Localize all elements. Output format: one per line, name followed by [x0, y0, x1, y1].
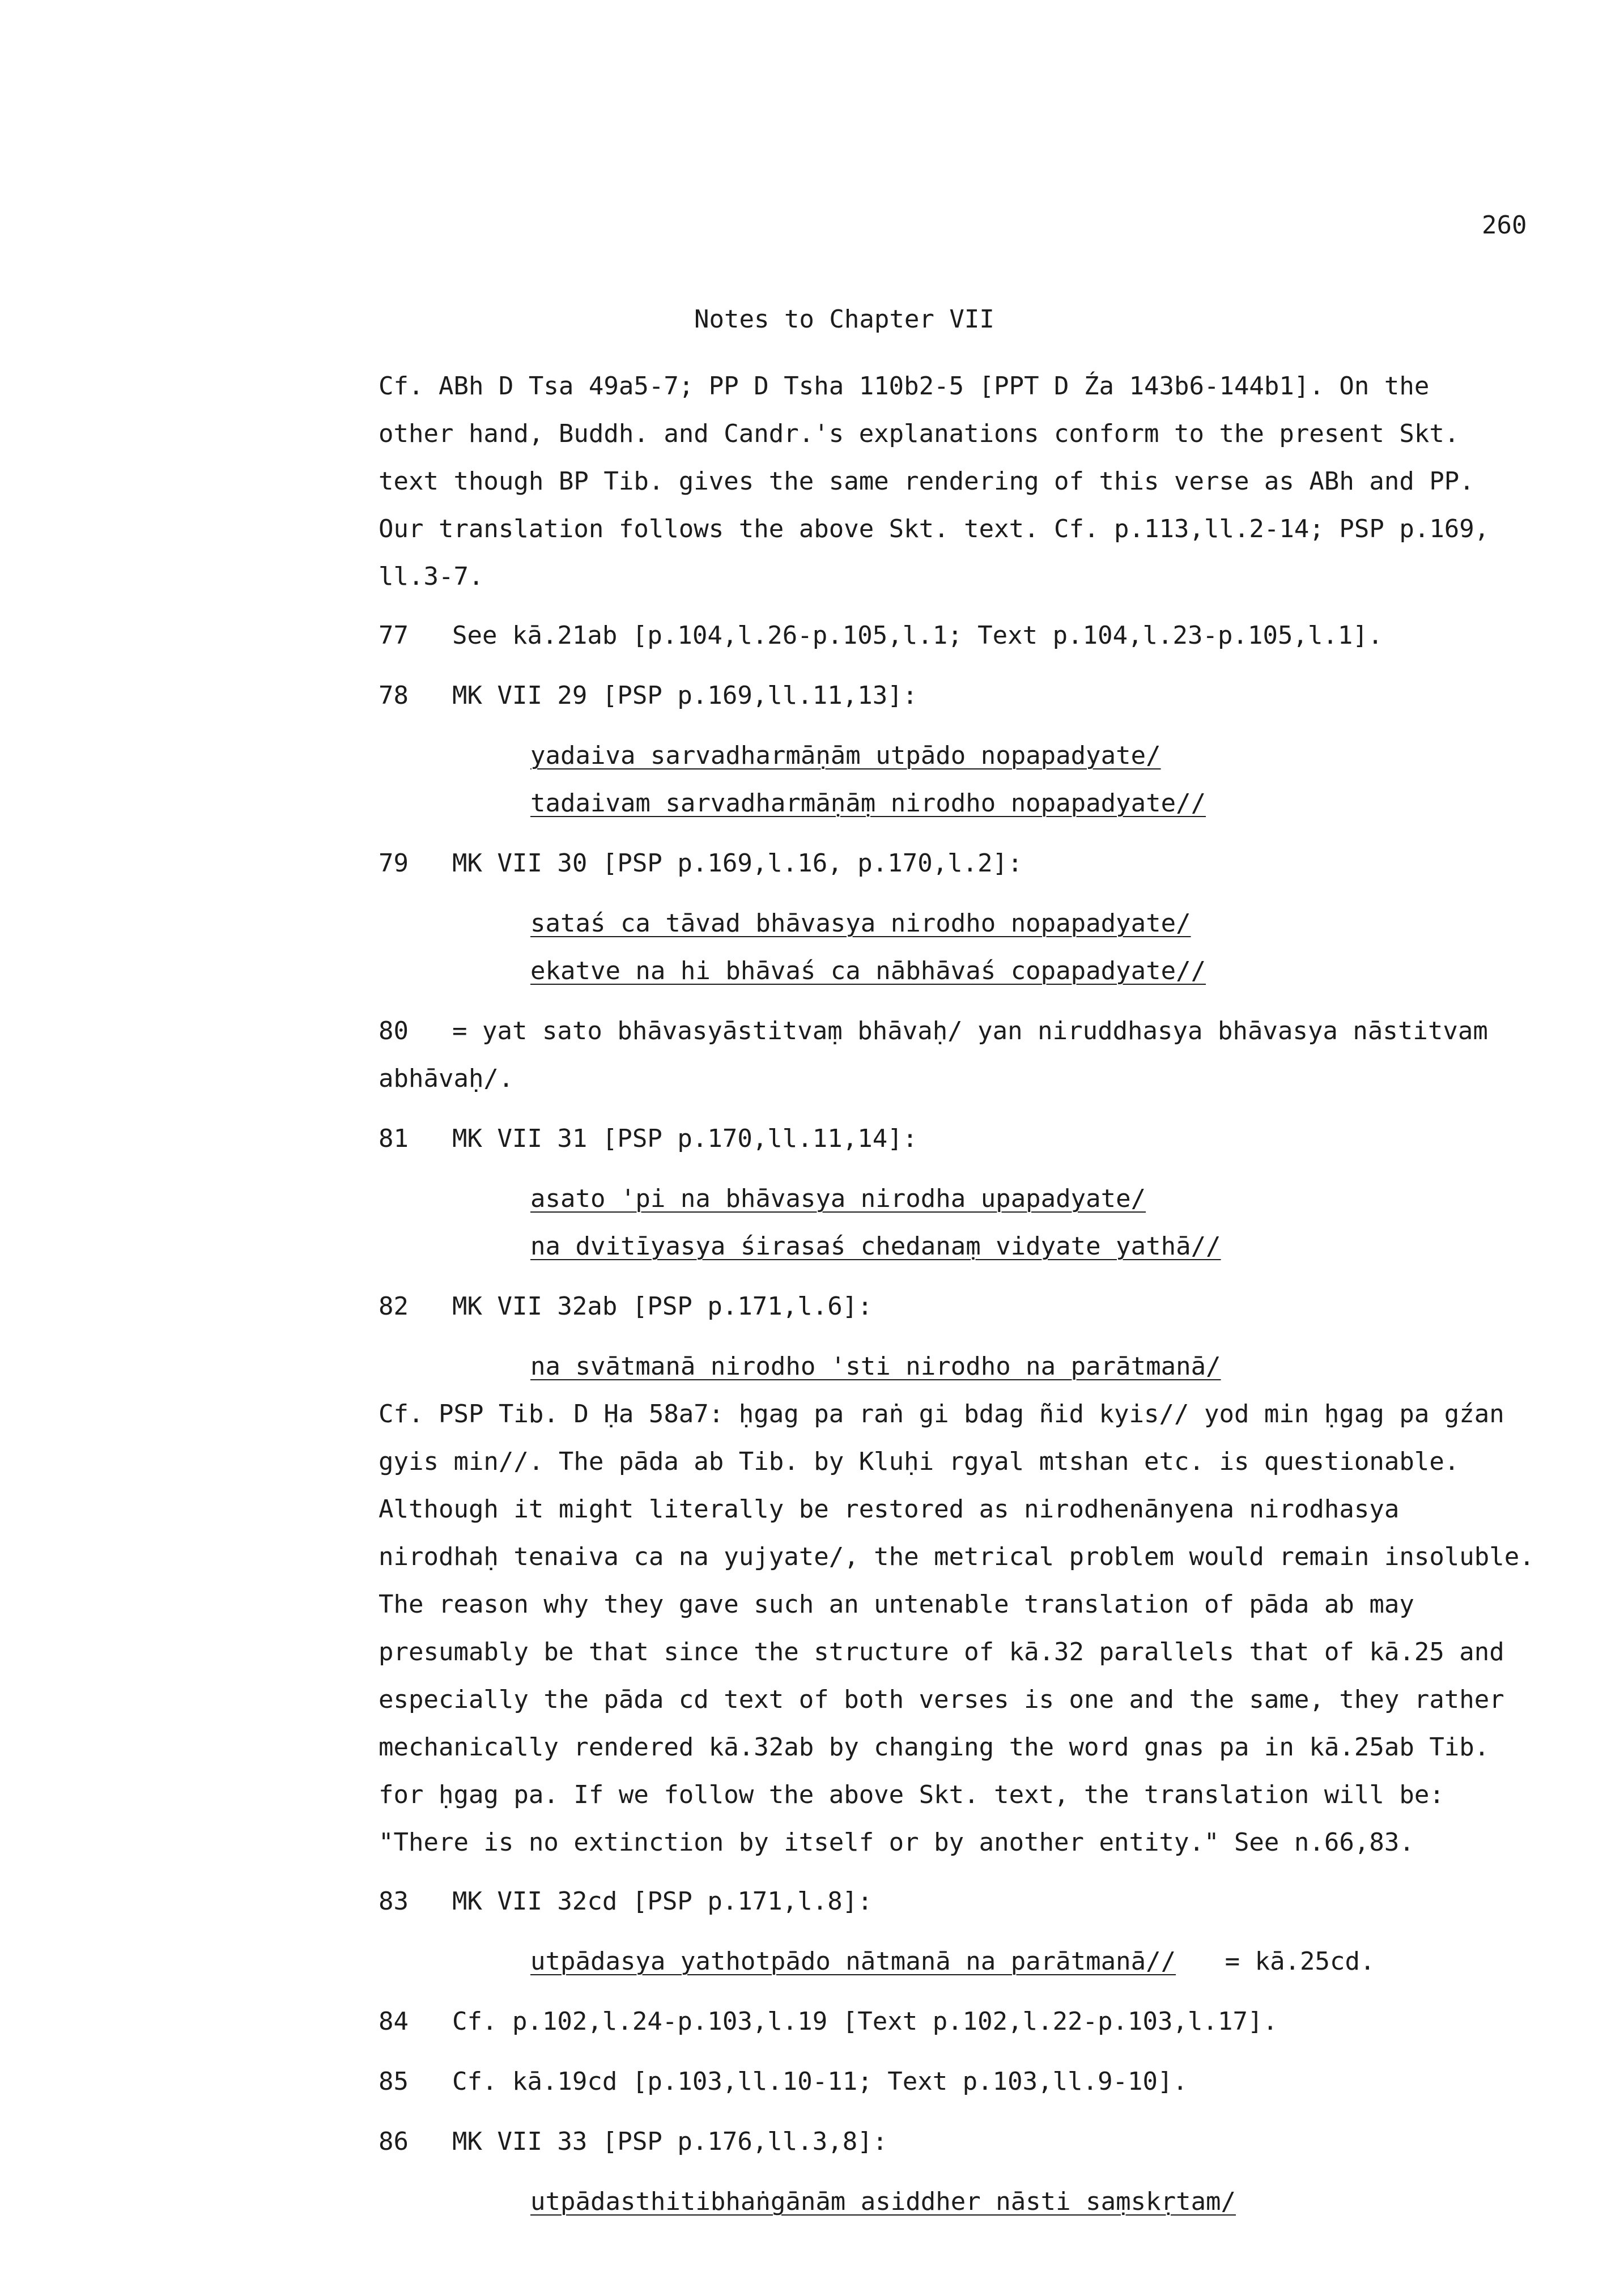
chapter-title: Notes to Chapter VII — [694, 305, 994, 334]
text-line: Our translation follows the above Skt. text. Cf. p.113,ll.2-14; PSP p.169, — [379, 515, 1490, 543]
verse-line: na dvitīyasya śirasaś chedanaṃ vidyate yathā// — [530, 1232, 1221, 1261]
note-continuation: abhāvaḥ/. — [379, 1064, 514, 1093]
note-83 — [379, 1878, 1546, 1925]
verse-line: sataś ca tāvad bhāvasya nirodho nopapadyate/ — [530, 909, 1191, 938]
text-line: presumably be that since the structure of kā.32 parallels that of kā.25 and — [379, 1638, 1504, 1666]
text-line: Cf. PSP Tib. D Ḥa 58a7: ḥgag pa raṅ gi bdag ñid kyis// yod min ḥgag pa gźan — [379, 1400, 1504, 1428]
note-text: MK VII 31 [PSP p.170,ll.11,14]: — [452, 1124, 918, 1153]
note-number: 78 — [379, 681, 409, 710]
note-number: 82 — [379, 1292, 409, 1321]
note-80 — [379, 1007, 1546, 1055]
verse-row — [379, 1938, 1546, 1985]
note-85 — [379, 2058, 1546, 2106]
note-number: 84 — [379, 2007, 409, 2036]
text-line: mechanically rendered kā.32ab by changing the word gnas pa in kā.25ab Tib. — [379, 1733, 1490, 1762]
note-text: Cf. kā.19cd [p.103,ll.10-11; Text p.103,ll.9-10]. — [452, 2067, 1188, 2096]
text-line: especially the pāda cd text of both verses is one and the same, they rather — [379, 1685, 1504, 1714]
note-number: 79 — [379, 849, 409, 878]
intro-paragraph — [379, 363, 1546, 601]
text-line: Although it might literally be restored as nirodhenānyena nirodhasya — [379, 1495, 1400, 1524]
verse-line: utpādasthitibhaṅgānām asiddher nāsti saṃskṛtam/ — [530, 2187, 1236, 2216]
text-line: ll.3-7. — [379, 562, 484, 591]
text-line: The reason why they gave such an untenable translation of pāda ab may — [379, 1590, 1414, 1619]
note-text: = yat sato bhāvasyāstitvaṃ bhāvaḥ/ yan niruddhasya bhāvasya nāstitvam — [452, 1017, 1488, 1045]
verse-line: utpādasya yathotpādo nātmanā na parātmanā// — [530, 1947, 1176, 1976]
note-81 — [379, 1115, 1546, 1163]
text-line: nirodhaḥ tenaiva ca na yujyate/, the metrical problem would remain insoluble. — [379, 1542, 1534, 1571]
verse-line: ekatve na hi bhāvaś ca nābhāvaś copapadyate// — [530, 956, 1206, 985]
text-line: text though BP Tib. gives the same rendering of this verse as ABh and PP. — [379, 467, 1474, 496]
text-line: gyis min//. The pāda ab Tib. by Kluḥi rgyal mtshan etc. is questionable. — [379, 1447, 1460, 1476]
note-77 — [379, 612, 1546, 660]
verse-suffix: = kā.25cd. — [1225, 1947, 1375, 1976]
text-line: Cf. ABh D Tsa 49a5-7; PP D Tsha 110b2-5 [PPT D Źa 143b6-144b1]. On the — [379, 372, 1430, 401]
text-line: other hand, Buddh. and Candr.'s explanations conform to the present Skt. — [379, 419, 1460, 448]
note-84 — [379, 1998, 1546, 2046]
note-78 — [379, 672, 1546, 720]
note-86 — [379, 2118, 1546, 2166]
note-text: MK VII 29 [PSP p.169,ll.11,13]: — [452, 681, 918, 710]
text-line: for ḥgag pa. If we follow the above Skt. text, the translation will be: — [379, 1780, 1444, 1809]
note-number: 85 — [379, 2067, 409, 2096]
note-82 — [379, 1283, 1546, 1330]
notes-content — [379, 363, 1546, 2226]
note-79 — [379, 840, 1546, 887]
commentary-paragraph — [379, 1391, 1546, 1866]
verse-line: asato 'pi na bhāvasya nirodha upapadyate/ — [530, 1184, 1146, 1213]
note-number: 86 — [379, 2127, 409, 2156]
verse-line: tadaivam sarvadharmāṇāṃ nirodho nopapadyate// — [530, 789, 1206, 818]
note-number: 77 — [379, 621, 409, 650]
note-text: MK VII 32ab [PSP p.171,l.6]: — [452, 1292, 873, 1321]
verse-line: yadaiva sarvadharmāṇām utpādo nopapadyate/ — [530, 741, 1161, 770]
verse-line: na svātmanā nirodho 'sti nirodho na parātmanā/ — [530, 1352, 1221, 1381]
note-text: MK VII 32cd [PSP p.171,l.8]: — [452, 1887, 873, 1916]
text-line: "There is no extinction by itself or by another entity." See n.66,83. — [379, 1828, 1414, 1857]
note-number: 83 — [379, 1887, 409, 1916]
note-text: MK VII 33 [PSP p.176,ll.3,8]: — [452, 2127, 888, 2156]
note-number: 80 — [379, 1017, 409, 1045]
note-text: See kā.21ab [p.104,l.26-p.105,l.1; Text p.104,l.23-p.105,l.1]. — [452, 621, 1383, 650]
note-text: Cf. p.102,l.24-p.103,l.19 [Text p.102,l.22-p.103,l.17]. — [452, 2007, 1278, 2036]
page-number: 260 — [1482, 211, 1527, 240]
note-number: 81 — [379, 1124, 409, 1153]
note-text: MK VII 30 [PSP p.169,l.16, p.170,l.2]: — [452, 849, 1023, 878]
